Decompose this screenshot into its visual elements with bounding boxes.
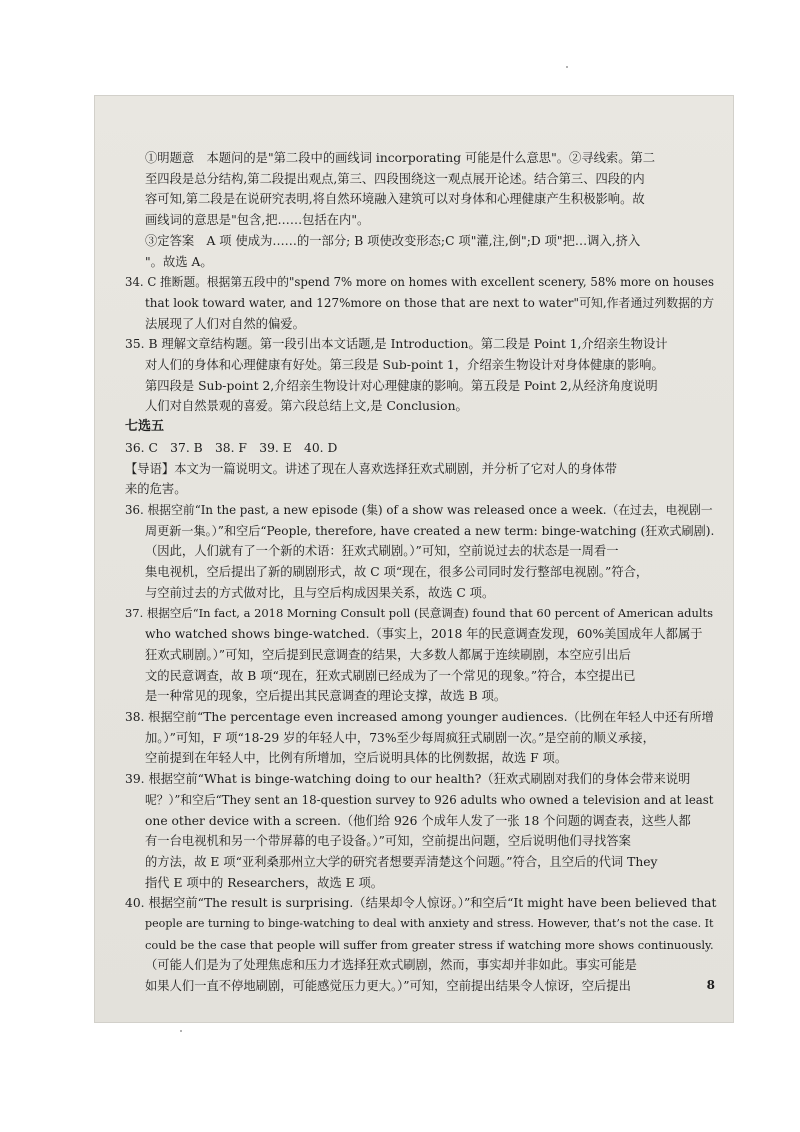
text-line: 空前提到在年轻人中，比例有所增加，空后说明具体的比例数据，故选 F 项。 bbox=[145, 751, 568, 766]
text-line: （可能人们是为了处理焦虑和压力才选择狂欢式刷剧，然而，事实却并非如此。事实可能是 bbox=[145, 958, 637, 973]
text-line: ③定答案 A 项 使成为……的一部分; B 项使改变形态;C 项"灌,注,倒";D 项"把…调入,挤入 bbox=[145, 233, 641, 248]
section-heading: 七选五 bbox=[125, 419, 165, 435]
answer-key: 36. C 37. B 38. F 39. E 40. D bbox=[125, 440, 338, 455]
text-line: 有一台电视机和另一个带屏幕的电子设备。）”可知，空前提出问题，空后说明他们寻找答案 bbox=[145, 834, 631, 849]
text-line: 35. B 理解文章结构题。第一段引出本文话题,是 Introduction。第二段是 Point 1,介绍亲生物设计 bbox=[125, 337, 668, 352]
text-line: 的方法，故 E 项“亚利桑那州立大学的研究者想要弄清楚这个问题。”符合，且空后的代词 They bbox=[145, 854, 658, 869]
text-line: 38. 根据空前“The percentage even increased among younger audiences.（比例在年轻人中还有所增 bbox=[125, 709, 714, 724]
text-line: 37. 根据空后“In fact, a 2018 Morning Consult poll (民意调查) found that 60 percent of American adults bbox=[125, 606, 714, 621]
text-line: 【导语】本文为一篇说明文。讲述了现在人喜欢选择狂欢式刷剧，并分析了它对人的身体带 bbox=[125, 461, 617, 476]
text-line: 加。）”可知，F 项“18-29 岁的年轻人中，73%至少每周疯狂式刷剧一次。”是空前的顺义承接， bbox=[145, 730, 655, 745]
text-line: 狂欢式刷剧。）”可知，空后提到民意调查的结果，大多数人都属于连续刷剧，本空应引出后 bbox=[145, 647, 631, 662]
text-line: 对人们的身体和心理健康有好处。第三段是 Sub-point 1，介绍亲生物设计对身体健康的影响。 bbox=[145, 358, 664, 373]
text-line: 第四段是 Sub-point 2,介绍亲生物设计对心理健康的影响。第五段是 Point 2,从经济角度说明 bbox=[145, 378, 658, 393]
answer-explanation-text bbox=[125, 148, 717, 997]
text-line: 如果人们一直不停地刷剧，可能感觉压力更大。）”可知，空前提出结果令人惊讶，空后提出 bbox=[145, 979, 631, 994]
text-line: 39. 根据空前“What is binge-watching doing to our health?（狂欢式刷剧对我们的身体会带来说明 bbox=[125, 772, 691, 787]
text-line: 呢？）”和空后“They sent an 18-question survey to 926 adults who owned a television and at least bbox=[145, 792, 714, 807]
text-line: 至四段是总分结构,第二段提出观点,第三、四段围绕这一观点展开论述。结合第三、四段的内 bbox=[145, 171, 645, 186]
text-line: 容可知,第二段是在说研究表明,将自然环境融入建筑可以对身体和心理健康产生积极影响。故 bbox=[145, 192, 645, 207]
text-line: 与空前过去的方式做对比，且与空后构成因果关系，故选 C 项。 bbox=[145, 585, 495, 600]
text-line: 文的民意调查，故 B 项“现在，狂欢式刷剧已经成为了一个常见的现象。”符合，本空提出已 bbox=[145, 668, 636, 683]
text-line: people are turning to binge-watching to deal with anxiety and stress. However, that’s not the case. It bbox=[145, 917, 714, 931]
text-line: 40. 根据空前“The result is surprising.（结果却令人惊讶。）”和空后“It might have been believed that bbox=[125, 896, 717, 911]
text-line: 36. 根据空前“In the past, a new episode (集) of a show was released once a week.（在过去，电视剧一 bbox=[125, 502, 713, 517]
page-number: 8 bbox=[706, 978, 715, 992]
text-line: "。故选 A。 bbox=[145, 254, 213, 269]
dust-speck bbox=[566, 66, 568, 68]
text-line: ①明题意 本题问的是"第二段中的画线词 incorporating 可能是什么意思"。②寻线索。第二 bbox=[145, 151, 656, 165]
document-page bbox=[95, 96, 733, 1022]
text-line: 34. C 推断题。根据第五段中的"spend 7% more on homes with excellent scenery, 58% more on houses bbox=[125, 275, 715, 290]
text-line: 画线词的意思是"包含,把……包括在内"。 bbox=[145, 213, 370, 228]
text-line: 人们对自然景观的喜爱。第六段总结上文,是 Conclusion。 bbox=[145, 399, 468, 414]
text-line: 是一种常见的现象，空后提出其民意调查的理论支撑，故选 B 项。 bbox=[145, 689, 507, 704]
text-line: 周更新一集。）”和空后“People, therefore, have created a new term: binge-watching (狂欢式刷剧). bbox=[145, 523, 715, 538]
text-line: 来的危害。 bbox=[125, 482, 187, 497]
text-line: 法展现了人们对自然的偏爱。 bbox=[145, 316, 305, 331]
text-line: 指代 E 项中的 Researchers，故选 E 项。 bbox=[145, 875, 384, 890]
text-line: （因此，人们就有了一个新的术语：狂欢式刷剧。）”可知，空前说过去的状态是一周看一 bbox=[145, 544, 619, 559]
dust-speck bbox=[180, 1030, 182, 1032]
text-line: could be the case that people will suffer from greater stress if watching more shows continuously. bbox=[145, 937, 714, 952]
text-line: that look toward water, and 127%more on those that are next to water"可知,作者通过列数据的方 bbox=[145, 295, 715, 310]
text-line: who watched shows binge-watched.（事实上，2018 年的民意调查发现，60%美国成年人都属于 bbox=[145, 627, 703, 642]
text-line: 集电视机，空后提出了新的刷剧形式，故 C 项“现在，很多公司同时发行整部电视剧。”符合， bbox=[145, 565, 649, 580]
text-line: one other device with a screen.（他们给 926 个成年人发了一张 18 个问题的调查表，这些人都 bbox=[145, 813, 691, 828]
